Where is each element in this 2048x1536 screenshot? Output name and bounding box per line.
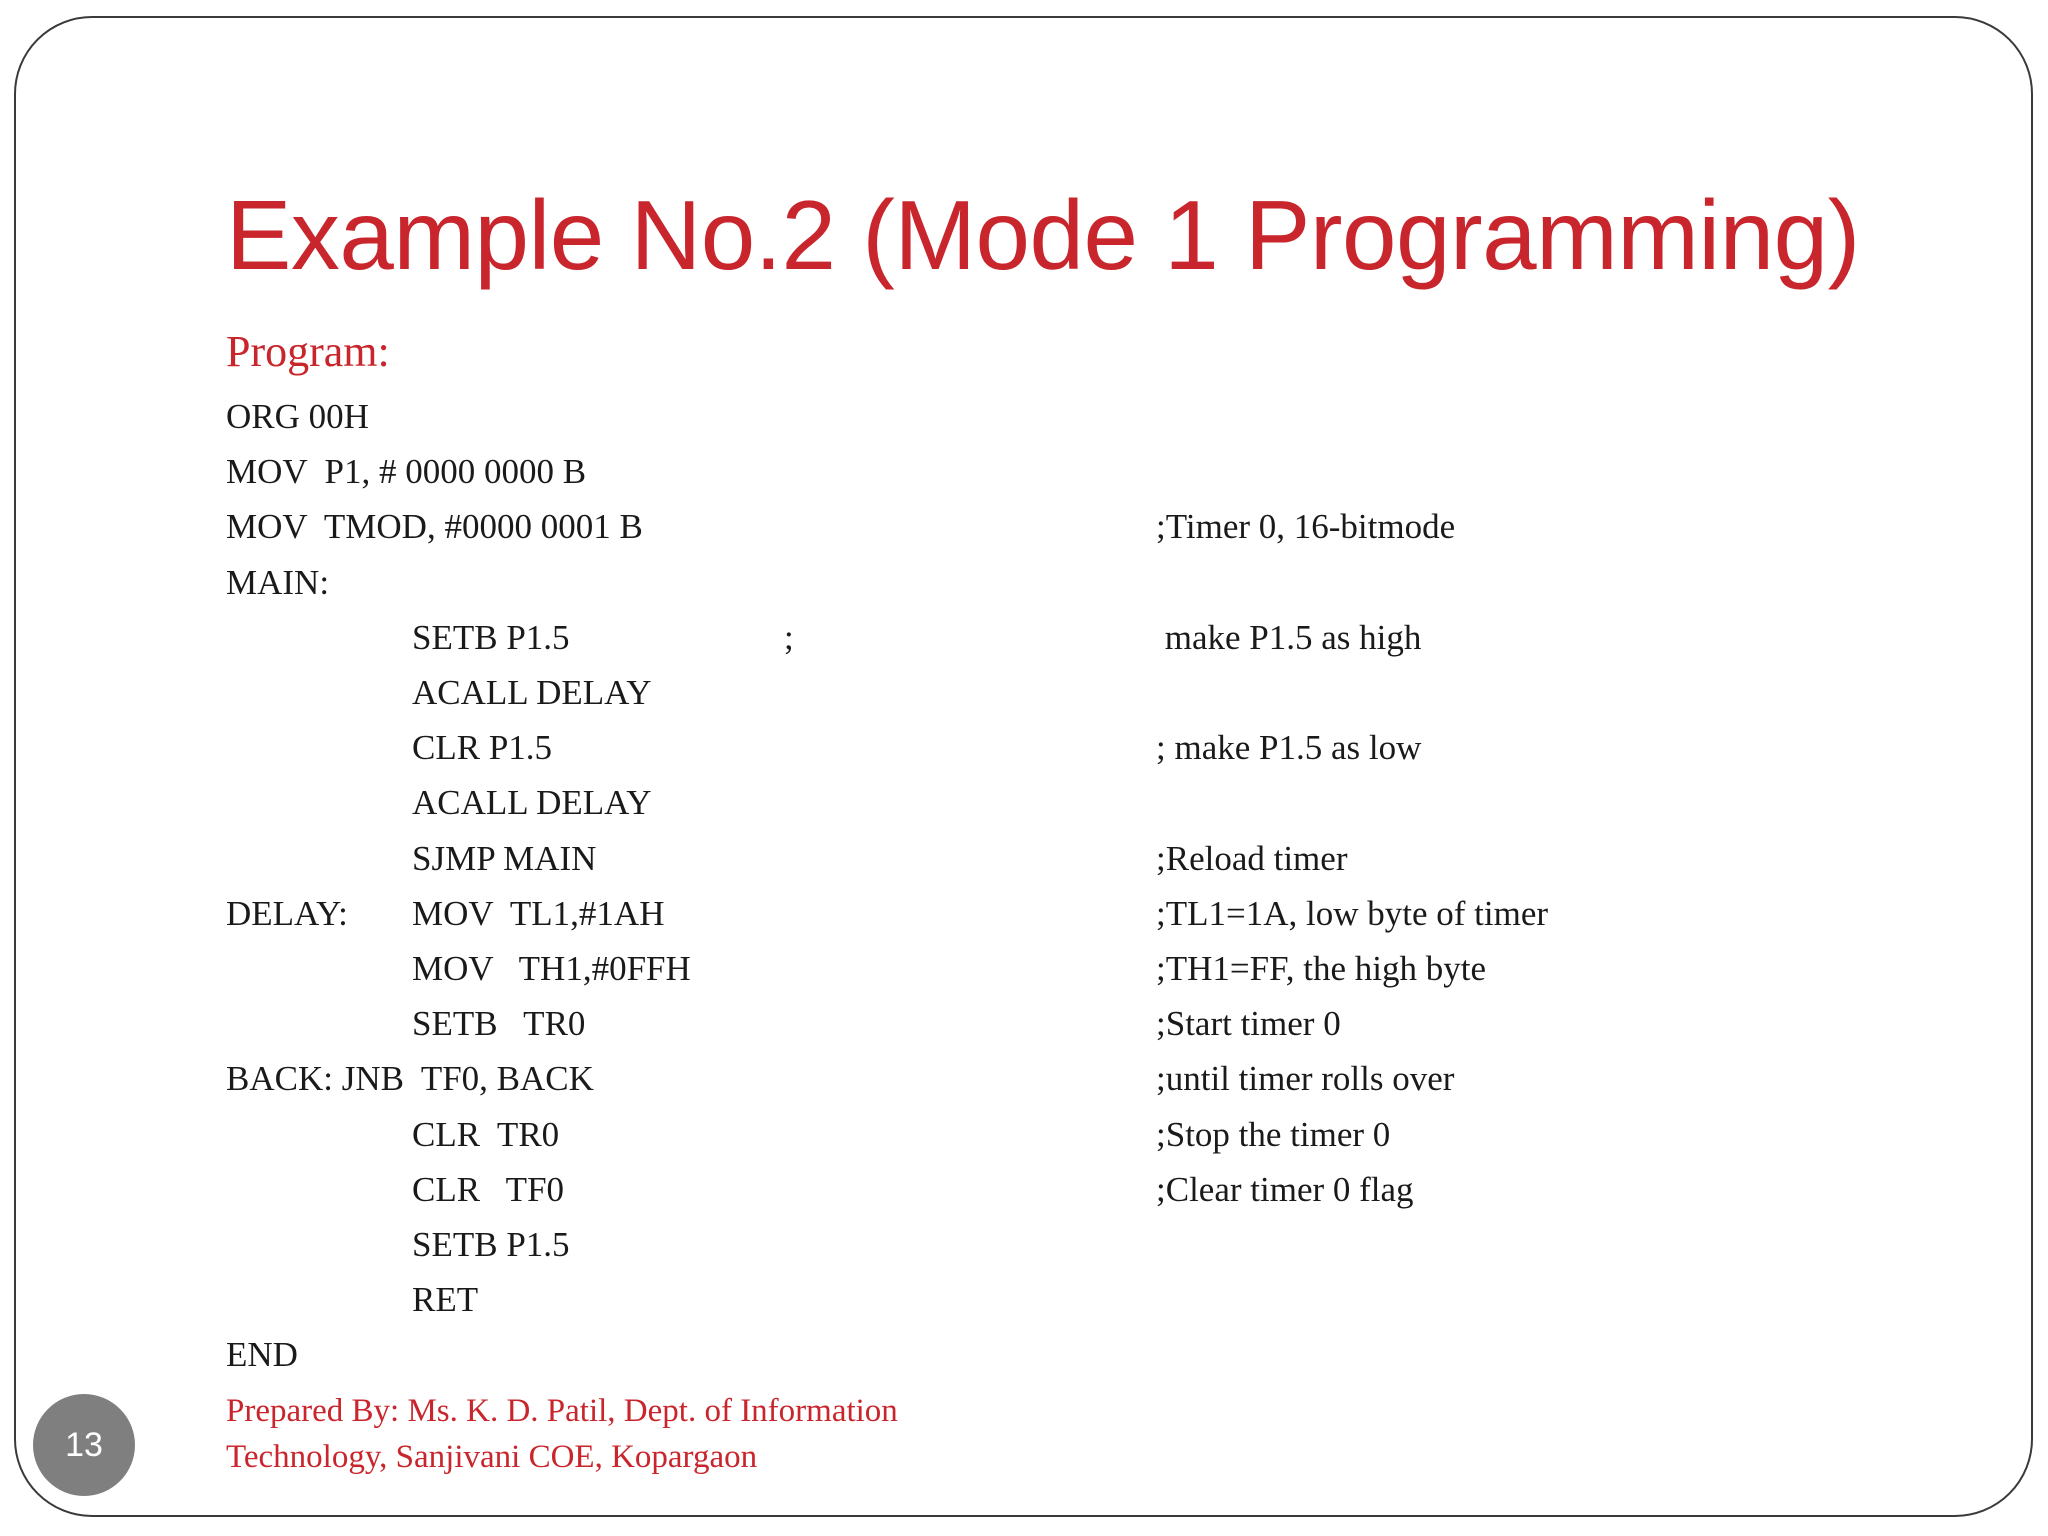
code-line-15-comment: ;Clear timer 0 flag (1156, 1169, 1414, 1209)
code-line-9-comment: ;Reload timer (1156, 838, 1348, 878)
code-line-13-comment: ;until timer rolls over (1156, 1059, 1455, 1099)
code-line-3-label: MOV TMOD, #0000 0001 B (226, 507, 643, 547)
code-line-5-instr: SETB P1.5 (412, 617, 570, 657)
code-line-12-comment: ;Start timer 0 (1156, 1004, 1341, 1044)
code-line-9-instr: SJMP MAIN (412, 838, 597, 878)
slide-title: Example No.2 (Mode 1 Programming) (226, 180, 1860, 290)
footer-author-line-1: Prepared By: Ms. K. D. Patil, Dept. of Information (226, 1393, 898, 1429)
code-line-5-semi: ; (784, 617, 794, 657)
code-line-15-instr: CLR TF0 (412, 1169, 565, 1209)
code-line-17-instr: RET (412, 1280, 479, 1320)
code-line-7-comment: ; make P1.5 as low (1156, 728, 1422, 768)
code-line-14-comment: ;Stop the timer 0 (1156, 1114, 1391, 1154)
code-line-6-instr: ACALL DELAY (412, 673, 652, 712)
code-line-8-instr: ACALL DELAY (412, 783, 652, 823)
code-line-7-instr: CLR P1.5 (412, 728, 553, 768)
code-line-11-instr: MOV TH1,#0FFH (412, 949, 691, 988)
program-label: Program: (226, 327, 390, 376)
code-line-14-instr: CLR TR0 (412, 1114, 560, 1154)
code-line-13-label: BACK: JNB TF0, BACK (226, 1059, 594, 1099)
page-number: 13 (65, 1425, 103, 1464)
code-line-16-instr: SETB P1.5 (412, 1225, 570, 1264)
code-line-10-instr: MOV TL1,#1AH (412, 893, 665, 933)
code-line-4-label: MAIN: (226, 562, 330, 602)
code-line-11-comment: ;TH1=FF, the high byte (1156, 949, 1486, 988)
code-line-10-comment: ;TL1=1A, low byte of timer (1156, 893, 1549, 933)
code-line-2-label: MOV P1, # 0000 0000 B (226, 452, 587, 492)
footer-author-line-2: Technology, Sanjivani COE, Kopargaon (226, 1439, 758, 1475)
page-number-badge (33, 1394, 135, 1496)
code-line-1-label: ORG 00H (226, 397, 369, 436)
code-line-18-label: END (226, 1335, 298, 1375)
code-line-3-comment: ;Timer 0, 16-bitmode (1156, 507, 1456, 547)
code-line-12-instr: SETB TR0 (412, 1004, 586, 1044)
code-line-5-comment: make P1.5 as high (1156, 617, 1422, 657)
code-line-10-label: DELAY: (226, 893, 348, 933)
